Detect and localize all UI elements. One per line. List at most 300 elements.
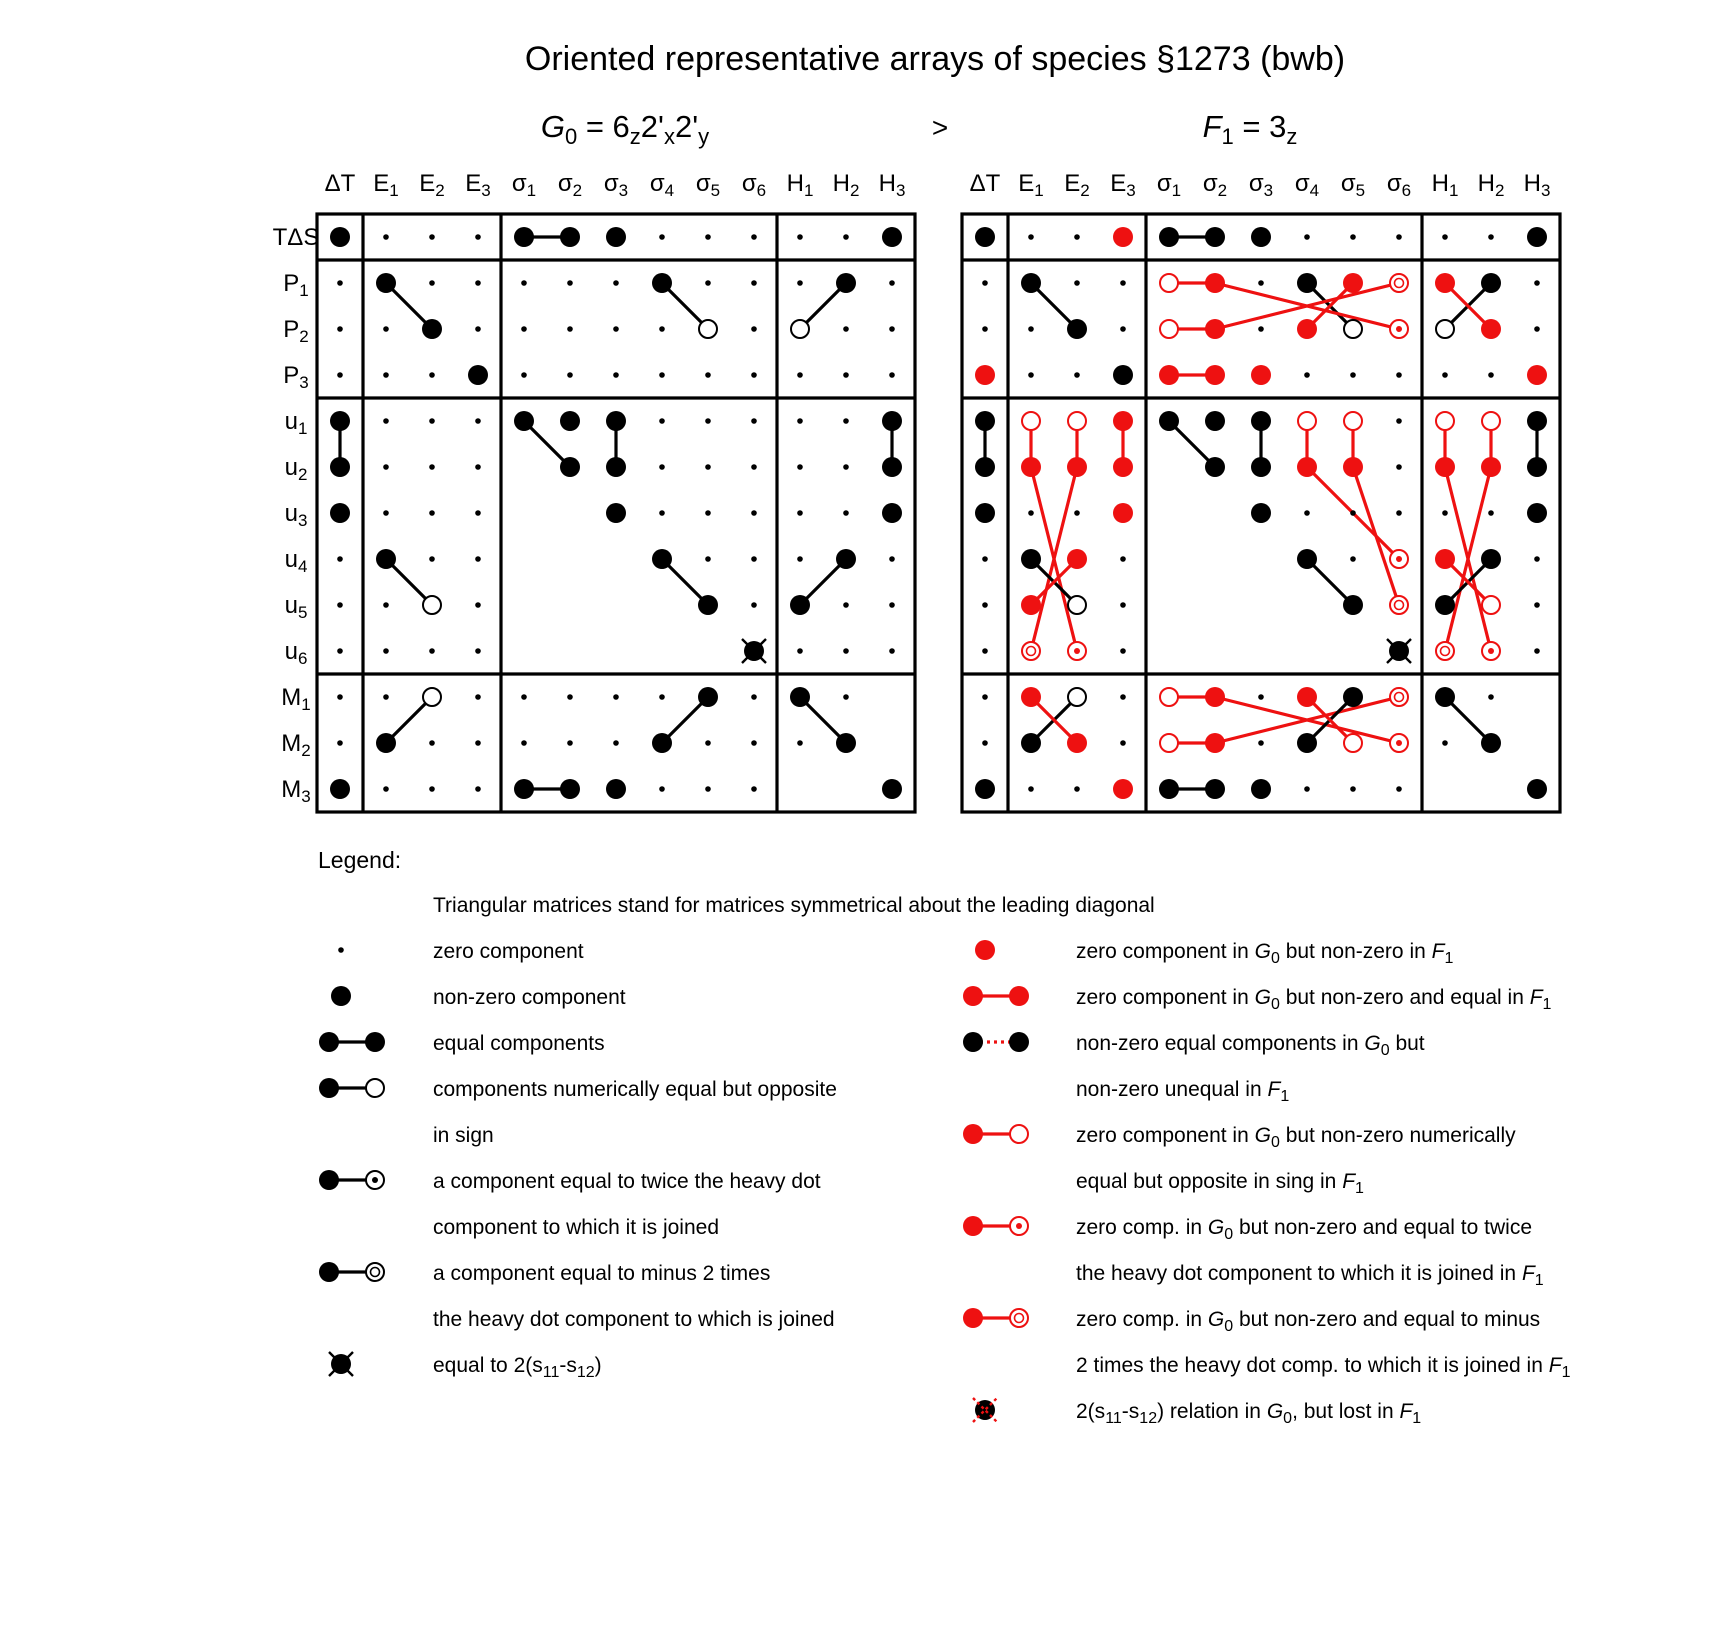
right-cell-6-8 <box>1350 510 1356 516</box>
left-cell-11-8 <box>705 740 711 746</box>
left-cell-5-10 <box>797 464 803 470</box>
left-legend-text-3-1: in sign <box>433 1124 494 1147</box>
right-cell-10-5 <box>1205 687 1225 707</box>
right-cell-11-10 <box>1442 740 1448 746</box>
right-cell-5-3 <box>1113 457 1133 477</box>
right-legend-text-1-0: zero component in G0 but non-zero and equal in F1 <box>1076 986 1552 1013</box>
right-legend-text-2-0: non-zero equal components in G0 but <box>1076 1032 1425 1059</box>
right-cell-11-8 <box>1344 734 1362 752</box>
left-cell-10-6 <box>613 694 619 700</box>
right-cell-4-7 <box>1298 412 1316 430</box>
left-cell-10-9 <box>751 694 757 700</box>
left-column-label-0: ΔT <box>324 170 356 197</box>
left-cell-0-6 <box>606 227 626 247</box>
group-headings <box>541 109 1298 149</box>
right-cell-6-11 <box>1488 510 1494 516</box>
row-label-0: TΔS <box>272 224 320 251</box>
left-cell-10-11 <box>843 694 849 700</box>
row-label-9: u6 <box>284 638 308 669</box>
right-cell-9-3 <box>1120 648 1126 654</box>
left-cell-0-8 <box>705 234 711 240</box>
right-cell-4-6 <box>1251 411 1271 431</box>
right-cell-4-10 <box>1436 412 1454 430</box>
left-column-label-9: σ6 <box>741 170 767 201</box>
left-cell-9-2 <box>429 648 435 654</box>
right-cell-4-4 <box>1159 411 1179 431</box>
left-cell-5-2 <box>429 464 435 470</box>
right-cell-10-6 <box>1258 694 1264 700</box>
left-cell-5-5 <box>560 457 580 477</box>
left-cell-8-10 <box>790 595 810 615</box>
right-cell-11-4 <box>1160 734 1178 752</box>
right-cell-12-3 <box>1113 779 1133 799</box>
left-cell-3-3 <box>468 365 488 385</box>
left-column-label-3: E3 <box>465 170 491 201</box>
left-cell-12-1 <box>383 786 389 792</box>
left-cell-0-3 <box>475 234 481 240</box>
left-cell-4-1 <box>383 418 389 424</box>
right-cell-11-6 <box>1258 740 1264 746</box>
left-cell-2-2 <box>422 319 442 339</box>
left-legend-item-1 <box>331 986 626 1009</box>
left-cell-11-10 <box>797 740 803 746</box>
left-cell-5-8 <box>705 464 711 470</box>
small-dot-icon <box>338 947 344 953</box>
row-label-7: u4 <box>284 546 308 577</box>
left-cell-12-8 <box>705 786 711 792</box>
right-cell-5-5 <box>1205 457 1225 477</box>
right-cell-8-3 <box>1120 602 1126 608</box>
right-cell-11-5 <box>1205 733 1225 753</box>
right-cell-2-5 <box>1205 319 1225 339</box>
right-cell-4-2 <box>1068 412 1086 430</box>
left-cell-6-2 <box>429 510 435 516</box>
right-legend-item-4 <box>963 1216 1544 1289</box>
right-cell-6-1 <box>1028 510 1034 516</box>
left-cell-4-10 <box>797 418 803 424</box>
right-legend-text-3-1: equal but opposite in sing in F1 <box>1076 1170 1364 1197</box>
left-cell-2-4 <box>521 326 527 332</box>
left-cell-3-0 <box>337 372 343 378</box>
left-legend-text-4-1: component to which it is joined <box>433 1216 719 1239</box>
left-cell-12-7 <box>659 786 665 792</box>
left-cell-2-3 <box>475 326 481 332</box>
right-cell-0-5 <box>1205 227 1225 247</box>
left-cell-6-0 <box>330 503 350 523</box>
left-cell-11-11 <box>836 733 856 753</box>
right-cell-3-5 <box>1205 365 1225 385</box>
right-cell-10-3 <box>1120 694 1126 700</box>
left-cell-7-3 <box>475 556 481 562</box>
left-legend-item-5 <box>319 1262 835 1331</box>
row-label-2: P2 <box>283 316 309 347</box>
left-cell-10-2 <box>423 688 441 706</box>
right-legend-text-2-1: non-zero unequal in F1 <box>1076 1078 1290 1105</box>
right-group-heading: F1 = 3z <box>1202 109 1298 149</box>
left-cell-10-1 <box>383 694 389 700</box>
right-column-label-7: σ4 <box>1294 170 1320 201</box>
right-cell-1-8 <box>1343 273 1363 293</box>
right-cell-3-6 <box>1251 365 1271 385</box>
left-cell-1-7 <box>652 273 672 293</box>
right-cell-1-11 <box>1481 273 1501 293</box>
right-cell-8-11 <box>1482 596 1500 614</box>
left-cell-3-5 <box>567 372 573 378</box>
left-cell-9-11 <box>843 648 849 654</box>
right-legend-item-3 <box>963 1124 1516 1197</box>
right-cell-6-10 <box>1442 510 1448 516</box>
left-cell-0-4 <box>514 227 534 247</box>
left-cell-12-0 <box>330 779 350 799</box>
left-matrix-g0 <box>273 170 915 812</box>
left-cell-12-5 <box>560 779 580 799</box>
left-legend-text-4-0: a component equal to twice the heavy dot <box>433 1170 821 1193</box>
twice-pair-icon <box>319 1170 384 1190</box>
left-legend-text-2-0: equal components <box>433 1032 605 1055</box>
left-cell-1-12 <box>889 280 895 286</box>
figure-title: Oriented representative arrays of species §1273 (bwb) <box>524 40 1346 78</box>
left-cell-7-0 <box>337 556 343 562</box>
right-cell-1-0 <box>982 280 988 286</box>
left-cell-6-1 <box>383 510 389 516</box>
left-column-label-11: H2 <box>832 170 860 201</box>
right-cell-0-11 <box>1488 234 1494 240</box>
left-cell-7-11 <box>836 549 856 569</box>
right-cell-0-1 <box>1028 234 1034 240</box>
right-legend-item-5 <box>963 1308 1571 1381</box>
left-column-label-7: σ4 <box>649 170 675 201</box>
right-cell-1-5 <box>1205 273 1225 293</box>
right-cell-6-3 <box>1113 503 1133 523</box>
right-cell-0-3 <box>1113 227 1133 247</box>
left-cell-11-4 <box>521 740 527 746</box>
right-legend-item-1 <box>963 986 1552 1013</box>
left-cell-4-3 <box>475 418 481 424</box>
left-cell-2-5 <box>567 326 573 332</box>
right-cell-11-1 <box>1021 733 1041 753</box>
left-cell-8-2 <box>423 596 441 614</box>
right-cell-12-2 <box>1074 786 1080 792</box>
left-cell-1-4 <box>521 280 527 286</box>
right-cell-2-10 <box>1436 320 1454 338</box>
left-cell-7-12 <box>889 556 895 562</box>
left-cell-5-0 <box>330 457 350 477</box>
left-cell-7-10 <box>797 556 803 562</box>
right-cell-10-2 <box>1068 688 1086 706</box>
right-cell-3-7 <box>1304 372 1310 378</box>
right-cell-12-1 <box>1028 786 1034 792</box>
right-cell-11-7 <box>1297 733 1317 753</box>
left-cell-11-2 <box>429 740 435 746</box>
left-cell-0-10 <box>797 234 803 240</box>
right-cell-1-3 <box>1120 280 1126 286</box>
left-cell-7-9 <box>751 556 757 562</box>
right-cell-7-0 <box>982 556 988 562</box>
right-cell-4-3 <box>1113 411 1133 431</box>
right-cell-5-11 <box>1481 457 1501 477</box>
right-column-label-8: σ5 <box>1340 170 1366 201</box>
right-cell-1-7 <box>1297 273 1317 293</box>
right-cell-4-11 <box>1482 412 1500 430</box>
row-label-3: P3 <box>283 362 309 393</box>
right-cell-5-7 <box>1297 457 1317 477</box>
left-cell-11-3 <box>475 740 481 746</box>
right-legend-text-3-0: zero component in G0 but non-zero numerically <box>1076 1124 1516 1151</box>
right-cell-10-7 <box>1297 687 1317 707</box>
row-label-8: u5 <box>284 592 308 623</box>
right-cell-7-3 <box>1120 556 1126 562</box>
right-cell-1-6 <box>1258 280 1264 286</box>
right-cell-10-1 <box>1021 687 1041 707</box>
right-cell-1-2 <box>1074 280 1080 286</box>
right-cell-5-9 <box>1396 464 1402 470</box>
relation-symbol: > <box>931 112 949 143</box>
left-cell-1-11 <box>836 273 856 293</box>
left-legend-text-5-0: a component equal to minus 2 times <box>433 1262 771 1285</box>
left-cell-1-3 <box>475 280 481 286</box>
right-cell-3-3 <box>1113 365 1133 385</box>
right-column-label-11: H2 <box>1477 170 1505 201</box>
left-cell-12-6 <box>606 779 626 799</box>
left-cell-6-8 <box>705 510 711 516</box>
left-cell-8-11 <box>843 602 849 608</box>
right-cell-3-9 <box>1396 372 1402 378</box>
right-cell-8-2 <box>1068 596 1086 614</box>
right-cell-9-2 <box>1068 642 1086 660</box>
right-cell-7-11 <box>1481 549 1501 569</box>
left-group-heading: G0 = 6z2'x2'y <box>540 109 710 149</box>
left-cell-8-8 <box>698 595 718 615</box>
right-cell-6-7 <box>1304 510 1310 516</box>
legend-title: Legend: <box>318 847 402 873</box>
right-cell-4-12 <box>1527 411 1547 431</box>
left-cell-7-7 <box>652 549 672 569</box>
left-column-label-2: E2 <box>419 170 445 201</box>
left-cell-0-0 <box>330 227 350 247</box>
right-legend-text-4-0: zero comp. in G0 but non-zero and equal to twice <box>1076 1216 1533 1243</box>
right-cell-6-0 <box>975 503 995 523</box>
right-cell-10-4 <box>1160 688 1178 706</box>
right-legend-item-6 <box>973 1398 1421 1427</box>
right-cell-12-5 <box>1205 779 1225 799</box>
right-cell-0-12 <box>1527 227 1547 247</box>
left-legend-item-6 <box>329 1352 602 1381</box>
right-cell-1-12 <box>1534 280 1540 286</box>
left-cell-2-12 <box>889 326 895 332</box>
right-cell-9-10 <box>1436 642 1454 660</box>
left-cell-11-1 <box>376 733 396 753</box>
left-cell-11-6 <box>613 740 619 746</box>
left-cell-5-6 <box>606 457 626 477</box>
left-cell-10-5 <box>567 694 573 700</box>
left-column-label-12: H3 <box>878 170 906 201</box>
left-cell-3-8 <box>705 372 711 378</box>
left-cell-6-11 <box>843 510 849 516</box>
left-cell-3-4 <box>521 372 527 378</box>
left-cell-11-9 <box>751 740 757 746</box>
left-cell-8-0 <box>337 602 343 608</box>
left-column-label-10: H1 <box>786 170 814 201</box>
right-cell-0-8 <box>1350 234 1356 240</box>
right-cell-1-10 <box>1435 273 1455 293</box>
right-cell-5-1 <box>1021 457 1041 477</box>
left-cell-2-7 <box>659 326 665 332</box>
right-cell-7-1 <box>1021 549 1041 569</box>
left-cell-2-11 <box>843 326 849 332</box>
left-cell-4-7 <box>659 418 665 424</box>
left-cell-3-7 <box>659 372 665 378</box>
left-cell-1-9 <box>751 280 757 286</box>
left-cell-10-4 <box>521 694 527 700</box>
right-cell-2-12 <box>1534 326 1540 332</box>
right-cell-11-2 <box>1067 733 1087 753</box>
lost-cross-dot-icon <box>973 1398 997 1422</box>
left-cell-1-1 <box>376 273 396 293</box>
right-cell-11-11 <box>1481 733 1501 753</box>
legend-note: Triangular matrices stand for matrices symmetrical about the leading diagonal <box>433 894 1155 917</box>
red-equal-pair-icon <box>963 986 1029 1006</box>
left-cell-9-1 <box>383 648 389 654</box>
red-twice-pair-icon <box>963 1216 1028 1236</box>
left-cell-6-10 <box>797 510 803 516</box>
right-column-label-3: E3 <box>1110 170 1136 201</box>
right-cell-3-1 <box>1028 372 1034 378</box>
left-cell-5-11 <box>843 464 849 470</box>
left-cell-4-2 <box>429 418 435 424</box>
right-cell-8-1 <box>1021 595 1041 615</box>
left-cell-5-1 <box>383 464 389 470</box>
right-cell-3-12 <box>1527 365 1547 385</box>
right-cell-9-12 <box>1534 648 1540 654</box>
equal-pair-icon <box>319 1032 385 1052</box>
left-cell-7-2 <box>429 556 435 562</box>
row-label-4: u1 <box>284 408 308 439</box>
right-cell-0-7 <box>1304 234 1310 240</box>
right-cell-8-12 <box>1534 602 1540 608</box>
right-cell-5-12 <box>1527 457 1547 477</box>
left-cell-7-1 <box>376 549 396 569</box>
left-cell-6-12 <box>882 503 902 523</box>
right-cell-3-10 <box>1442 372 1448 378</box>
left-cell-11-5 <box>567 740 573 746</box>
right-cell-8-9 <box>1390 596 1408 614</box>
legend <box>318 847 1571 1427</box>
left-cell-1-10 <box>797 280 803 286</box>
right-cell-4-8 <box>1344 412 1362 430</box>
left-cell-2-9 <box>751 326 757 332</box>
right-cell-2-4 <box>1160 320 1178 338</box>
right-cell-3-0 <box>975 365 995 385</box>
left-legend-item-4 <box>319 1170 821 1239</box>
left-cell-3-12 <box>889 372 895 378</box>
left-cell-9-9 <box>742 639 766 663</box>
left-cell-10-3 <box>475 694 481 700</box>
red-minus2-pair-icon <box>963 1308 1028 1328</box>
left-cell-7-8 <box>705 556 711 562</box>
right-legend-item-0 <box>975 940 1453 967</box>
left-cell-12-12 <box>882 779 902 799</box>
right-legend-text-0-0: zero component in G0 but non-zero in F1 <box>1076 940 1454 967</box>
left-cell-8-12 <box>889 602 895 608</box>
left-column-label-6: σ3 <box>603 170 629 201</box>
left-cell-0-5 <box>560 227 580 247</box>
right-cell-8-0 <box>982 602 988 608</box>
left-cell-9-0 <box>337 648 343 654</box>
right-cell-10-0 <box>982 694 988 700</box>
left-cell-2-8 <box>699 320 717 338</box>
right-column-label-10: H1 <box>1431 170 1459 201</box>
right-legend-text-4-1: the heavy dot component to which it is joined in F1 <box>1076 1262 1544 1289</box>
right-column-label-1: E1 <box>1018 170 1044 201</box>
left-cell-11-0 <box>337 740 343 746</box>
left-column-label-8: σ5 <box>695 170 721 201</box>
right-column-label-0: ΔT <box>969 170 1001 197</box>
right-cell-2-6 <box>1258 326 1264 332</box>
right-cell-4-5 <box>1205 411 1225 431</box>
left-cell-4-0 <box>330 411 350 431</box>
right-cell-7-9 <box>1390 550 1408 568</box>
left-cell-0-9 <box>751 234 757 240</box>
right-column-label-2: E2 <box>1064 170 1090 201</box>
right-cell-7-2 <box>1067 549 1087 569</box>
right-link-25 <box>1353 467 1399 605</box>
row-label-5: u2 <box>284 454 308 485</box>
left-cell-5-9 <box>751 464 757 470</box>
right-cell-2-0 <box>982 326 988 332</box>
right-legend-text-5-0: zero comp. in G0 but non-zero and equal to minus <box>1076 1308 1541 1335</box>
right-cell-3-11 <box>1488 372 1494 378</box>
left-cell-0-1 <box>383 234 389 240</box>
left-cell-1-6 <box>613 280 619 286</box>
left-cell-12-3 <box>475 786 481 792</box>
left-cell-12-2 <box>429 786 435 792</box>
left-cell-0-2 <box>429 234 435 240</box>
left-legend-item-0 <box>338 940 584 963</box>
left-legend-text-5-1: the heavy dot component to which is joined <box>433 1308 835 1331</box>
right-cell-5-2 <box>1067 457 1087 477</box>
right-cell-5-8 <box>1343 457 1363 477</box>
right-cell-2-7 <box>1297 319 1317 339</box>
left-cell-4-9 <box>751 418 757 424</box>
left-cell-2-1 <box>383 326 389 332</box>
left-column-label-4: σ1 <box>511 170 537 201</box>
right-cell-0-6 <box>1251 227 1271 247</box>
left-cell-2-10 <box>791 320 809 338</box>
minus2-pair-icon <box>319 1262 384 1282</box>
right-matrix-f1 <box>962 170 1560 812</box>
left-cell-5-7 <box>659 464 665 470</box>
right-cell-2-9 <box>1390 320 1408 338</box>
left-cell-4-8 <box>705 418 711 424</box>
right-column-label-4: σ1 <box>1156 170 1182 201</box>
left-cell-9-3 <box>475 648 481 654</box>
right-cell-12-9 <box>1396 786 1402 792</box>
left-cell-12-9 <box>751 786 757 792</box>
left-cell-6-9 <box>751 510 757 516</box>
right-cell-5-10 <box>1435 457 1455 477</box>
left-cell-10-10 <box>790 687 810 707</box>
right-cell-7-12 <box>1534 556 1540 562</box>
right-cell-8-8 <box>1343 595 1363 615</box>
row-label-11: M2 <box>281 730 311 761</box>
left-cell-12-4 <box>514 779 534 799</box>
left-legend-text-3-0: components numerically equal but opposite <box>433 1078 837 1101</box>
left-cell-1-2 <box>429 280 435 286</box>
right-cell-12-7 <box>1304 786 1310 792</box>
right-legend-text-5-1: 2 times the heavy dot comp. to which it is joined in F1 <box>1076 1354 1571 1381</box>
right-column-label-6: σ3 <box>1248 170 1274 201</box>
right-cell-0-9 <box>1396 234 1402 240</box>
